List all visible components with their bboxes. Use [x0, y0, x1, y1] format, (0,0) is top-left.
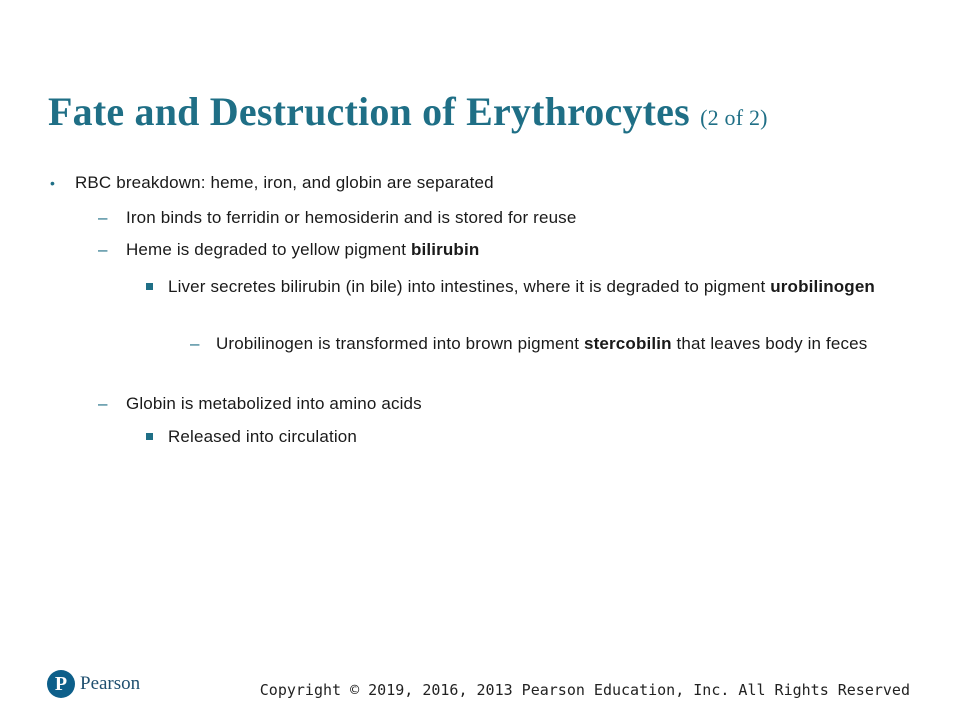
- pearson-logo-icon: P: [47, 670, 75, 698]
- dash-marker: –: [190, 334, 200, 353]
- text-run: Liver secretes bilirubin (in bile) into intestines, where it is degraded to pigment: [168, 277, 771, 296]
- square-bullet-text: [168, 276, 914, 298]
- bold-term: stercobilin: [584, 334, 672, 353]
- square-bullet-item: [144, 426, 914, 448]
- title-main: Fate and Destruction of Erythrocytes: [48, 89, 690, 134]
- text-run: that leaves body in feces: [671, 334, 868, 353]
- slide-title: [48, 88, 768, 135]
- bullet-marker: •: [50, 175, 56, 191]
- dash-text: [126, 239, 898, 261]
- dash-marker: –: [98, 208, 108, 227]
- dash-item: [190, 333, 910, 355]
- square-bullet-icon: [146, 283, 153, 290]
- bold-term: bilirubin: [410, 240, 480, 259]
- bold-term: urobilinogen: [770, 277, 875, 296]
- dash-item: [98, 393, 898, 415]
- square-bullet-item: [144, 276, 914, 298]
- dash-text: [216, 333, 910, 355]
- text-run: Urobilinogen is transformed into brown pigment: [216, 334, 585, 353]
- text-run: Heme is degraded to yellow pigment: [126, 240, 411, 259]
- dash-text: Iron binds to ferridin or hemosiderin and is stored for reuse: [126, 208, 577, 227]
- pearson-logo: [47, 670, 140, 698]
- dash-marker: –: [98, 240, 108, 259]
- bullet-item: [50, 172, 910, 194]
- square-bullet-text: Released into circulation: [168, 427, 357, 446]
- dash-marker: –: [98, 394, 108, 413]
- square-bullet-icon: [146, 433, 153, 440]
- dash-text: Globin is metabolized into amino acids: [126, 394, 422, 413]
- dash-item: [98, 207, 898, 229]
- copyright-notice: Copyright © 2019, 2016, 2013 Pearson Education, Inc. All Rights Reserved: [259, 681, 910, 699]
- bullet-text: RBC breakdown: heme, iron, and globin are separated: [75, 173, 494, 192]
- title-suffix: (2 of 2): [700, 105, 768, 130]
- pearson-logo-text: Pearson: [80, 673, 141, 694]
- dash-item: [98, 239, 898, 261]
